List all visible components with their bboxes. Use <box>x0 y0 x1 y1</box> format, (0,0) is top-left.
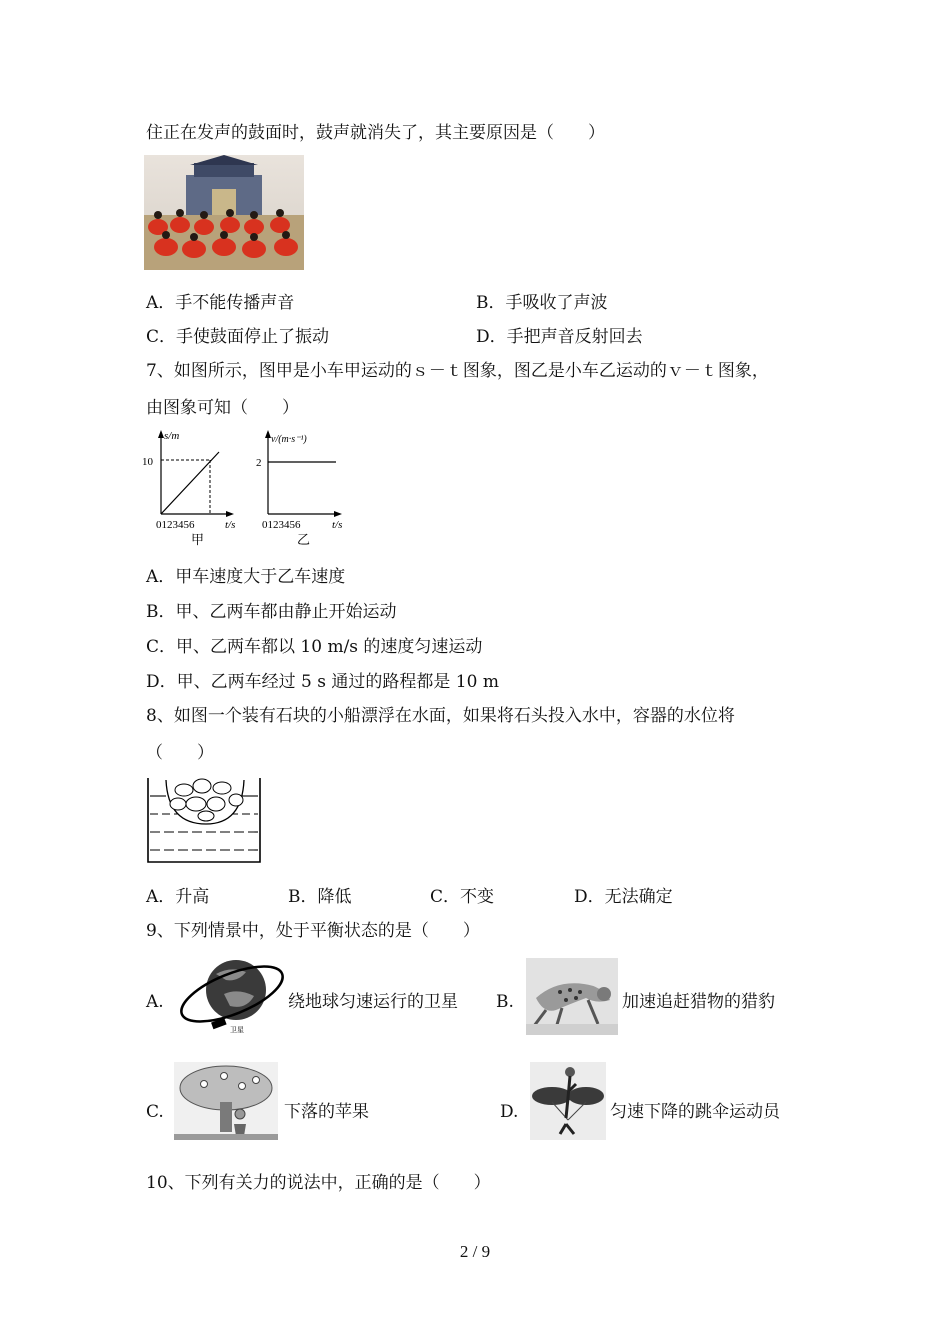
st-caption: 甲 <box>191 532 205 547</box>
q7-option-a: A．甲车速度大于乙车速度 <box>146 567 346 587</box>
vt-xticks: 0123456 <box>262 519 301 531</box>
boat-with-stones-diagram <box>144 774 264 866</box>
q9-option-a-text: 绕地球匀速运行的卫星 <box>288 992 458 1012</box>
svg-text:卫星: 卫星 <box>230 1026 244 1034</box>
vt-ylabel: v/(m·s⁻¹) <box>271 434 307 445</box>
q6-option-b: B．手吸收了声波 <box>476 293 608 313</box>
page-number: 2 / 9 <box>459 1242 491 1261</box>
drum-performance-photo <box>144 155 304 270</box>
st-ylabel: s/m <box>164 430 180 442</box>
q7-stem-line2: 由图象可知（ ） <box>146 398 299 418</box>
q8-stem-line2: （ ） <box>146 743 214 763</box>
vt-ytick: 2 <box>256 457 262 469</box>
cheetah-photo-icon <box>526 958 618 1035</box>
q10-stem: 10、下列有关力的说法中，正确的是（ ） <box>146 1173 491 1193</box>
q8-option-b: B．降低 <box>288 887 352 907</box>
q7-stem-line1: 7、如图所示，图甲是小车甲运动的ｓ－ｔ图象，图乙是小车乙运动的ｖ－ｔ图象， <box>146 361 769 381</box>
q9-option-b-label: B. <box>496 992 514 1012</box>
st-xlabel: t/s <box>225 519 236 531</box>
satellite-orbit-icon <box>176 952 286 1034</box>
q6-stem: 住正在发声的鼓面时，鼓声就消失了，其主要原因是（ ） <box>146 123 605 143</box>
q9-option-b-text: 加速追赶猎物的猎豹 <box>622 992 775 1012</box>
q9-option-c-label: C. <box>146 1102 164 1122</box>
q9-stem: 9、下列情景中，处于平衡状态的是（ ） <box>146 921 480 941</box>
q7-option-d: D．甲、乙两车经过 5 s 通过的路程都是 10 m <box>146 672 499 692</box>
vt-caption: 乙 <box>297 532 311 547</box>
st-ytick: 10 <box>142 456 153 468</box>
apple-tree-icon <box>174 1062 278 1140</box>
q9-option-a-label: A. <box>146 992 164 1012</box>
q8-stem-line1: 8、如图一个装有石块的小船漂浮在水面，如果将石头投入水中，容器的水位将 <box>146 706 735 726</box>
q7-graphs <box>140 428 350 548</box>
q7-option-c: C．甲、乙两车都以 10 m/s 的速度匀速运动 <box>146 637 483 657</box>
parachutist-icon <box>530 1062 606 1140</box>
q8-option-d: D．无法确定 <box>574 887 673 907</box>
q8-option-a: A．升高 <box>146 887 210 907</box>
q8-option-c: C．不变 <box>430 887 495 907</box>
st-graph <box>142 430 235 547</box>
st-xticks: 0123456 <box>156 519 195 531</box>
q9-option-c-text: 下落的苹果 <box>284 1102 369 1122</box>
vt-xlabel: t/s <box>332 519 343 531</box>
q6-option-a: A．手不能传播声音 <box>146 293 295 313</box>
q7-option-b: B．甲、乙两车都由静止开始运动 <box>146 602 397 622</box>
q9-option-d-text: 匀速下降的跳伞运动员 <box>610 1102 780 1122</box>
q9-option-d-label: D. <box>500 1102 519 1122</box>
q6-option-d: D．手把声音反射回去 <box>476 327 643 347</box>
q6-option-c: C．手使鼓面停止了振动 <box>146 327 330 347</box>
vt-graph <box>256 430 342 547</box>
